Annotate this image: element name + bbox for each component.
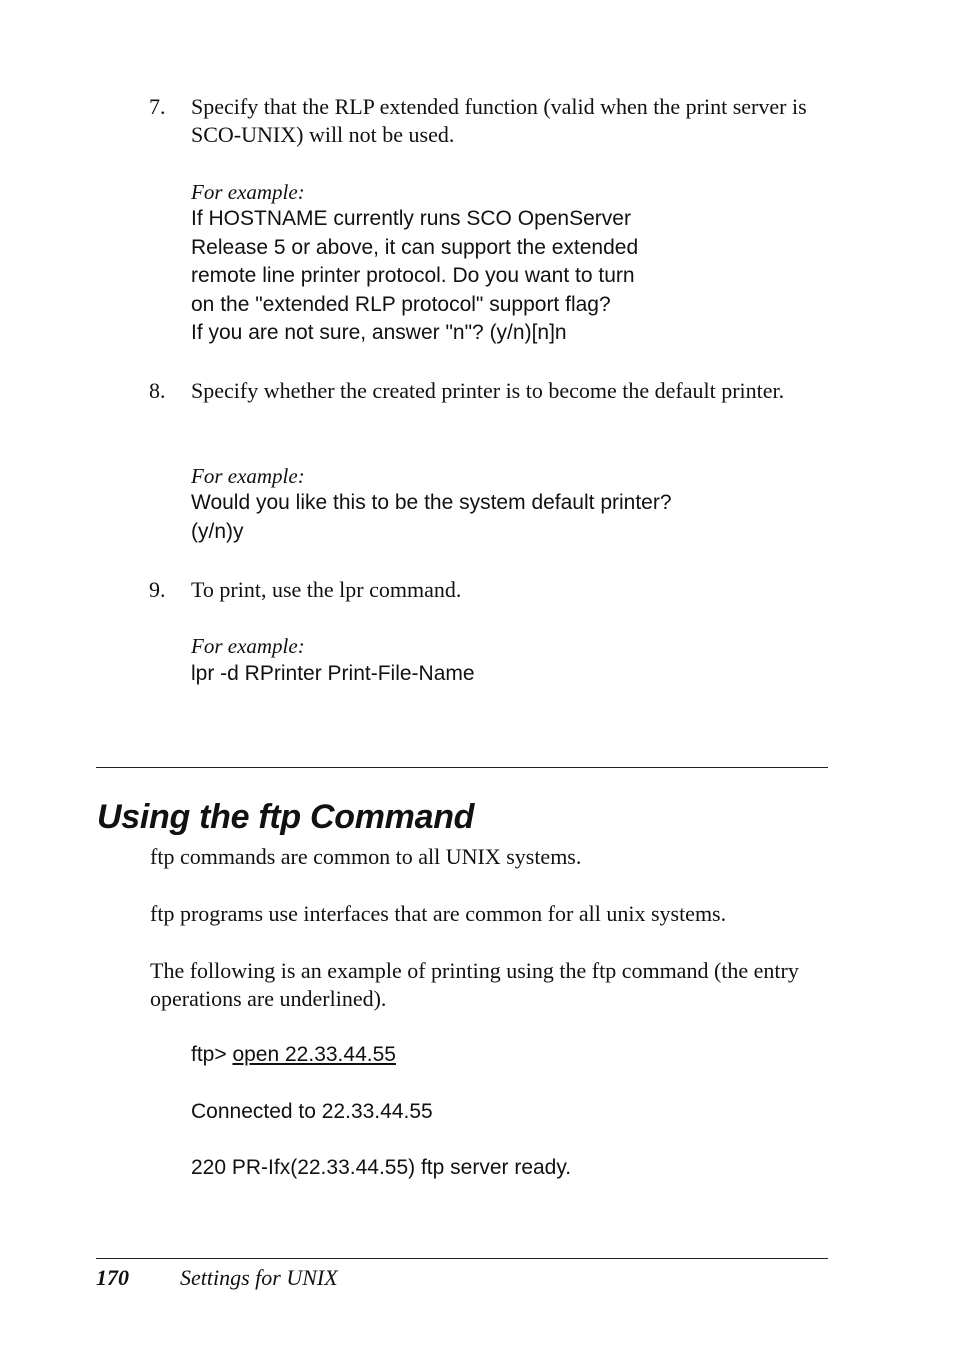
- code-line: If HOSTNAME currently runs SCO OpenServer: [191, 207, 631, 230]
- section-heading: Using the ftp Command: [97, 798, 475, 837]
- step-7-text: Specify that the RLP extended function (valid when the print server is SCO-UNIX) will not be used.: [191, 94, 807, 147]
- step-9-example-code: [191, 660, 475, 689]
- step-7-example-code: [191, 205, 638, 348]
- code-line: (y/n)y: [191, 519, 244, 543]
- step-8-example-label: For example:: [191, 464, 305, 488]
- paragraph-ftp-interfaces: ftp programs use interfaces that are common for all unix systems.: [150, 901, 727, 926]
- ftp-entry-underlined: open 22.33.44.55: [232, 1043, 396, 1066]
- section-rule: [96, 767, 828, 768]
- paragraph-ftp-example-intro: The following is an example of printing using the ftp command (the entry operations are underlined).: [150, 958, 799, 1011]
- code-line: remote line printer protocol. Do you want to turn: [191, 264, 635, 287]
- ftp-response-ready: 220 PR-Ifx(22.33.44.55) ftp server ready.: [191, 1156, 572, 1179]
- step-9-example-label: For example:: [191, 634, 305, 658]
- page-number: 170: [96, 1265, 129, 1290]
- step-8-example-code: [191, 489, 672, 546]
- code-line: Would you like this to be the system default printer?: [191, 491, 672, 514]
- step-8-number: 8.: [149, 378, 166, 403]
- code-line: lpr -d RPrinter Print-File-Name: [191, 662, 475, 685]
- step-7-number: 7.: [149, 94, 166, 119]
- footer-rule: [96, 1258, 828, 1259]
- step-9-text: To print, use the lpr command.: [191, 577, 462, 602]
- code-line: If you are not sure, answer "n"? (y/n)[n]n: [191, 321, 567, 344]
- paragraph-ftp-common: ftp commands are common to all UNIX systems.: [150, 844, 582, 869]
- step-9-number: 9.: [149, 577, 166, 602]
- code-line: on the "extended RLP protocol" support flag?: [191, 292, 611, 316]
- footer-title: Settings for UNIX: [180, 1265, 338, 1290]
- ftp-command-line: [191, 1041, 396, 1070]
- code-line: Release 5 or above, it can support the extended: [191, 235, 639, 259]
- ftp-response-connected: Connected to 22.33.44.55: [191, 1100, 433, 1123]
- step-8-text: Specify whether the created printer is to become the default printer.: [191, 378, 785, 403]
- step-7-example-label: For example:: [191, 180, 305, 204]
- ftp-prompt: ftp>: [191, 1043, 233, 1066]
